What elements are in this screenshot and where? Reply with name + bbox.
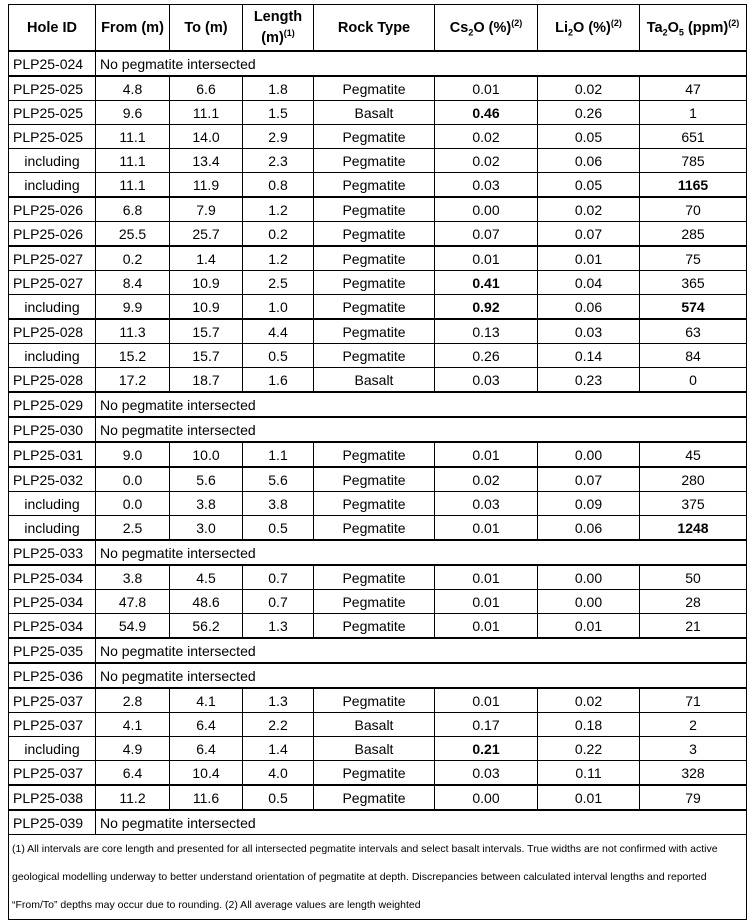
cs2o-cell: 0.01 [435,516,538,541]
rock-type-cell: Pegmatite [314,492,435,516]
hole-id-cell: PLP25-038 [9,785,96,810]
to-cell: 11.1 [170,101,243,125]
table-row [9,713,747,737]
cs2o-cell: 0.92 [435,295,538,320]
table-row [9,467,747,492]
to-cell: 10.0 [170,442,243,467]
cs2o-cell: 0.03 [435,761,538,786]
note-cell: No pegmatite intersected [96,392,747,417]
table-row [9,540,747,565]
hole-id-cell: PLP25-026 [9,222,96,247]
from-cell: 0.0 [96,492,170,516]
table-row [9,319,747,344]
rock-type-cell: Pegmatite [314,246,435,271]
li2o-cell: 0.05 [538,125,640,149]
cs2o-cell: 0.01 [435,614,538,639]
from-cell: 8.4 [96,271,170,295]
ta2o5-cell: 2 [640,713,747,737]
rock-type-cell: Basalt [314,713,435,737]
ta2o5-cell: 45 [640,442,747,467]
from-cell: 6.8 [96,197,170,222]
from-cell: 11.1 [96,149,170,173]
to-cell: 4.1 [170,688,243,713]
li2o-cell: 0.02 [538,76,640,101]
cs2o-cell: 0.01 [435,442,538,467]
rock-type-cell: Pegmatite [314,76,435,101]
from-cell: 4.1 [96,713,170,737]
hole-id-cell: PLP25-026 [9,197,96,222]
li2o-cell: 0.01 [538,246,640,271]
table-row [9,295,747,320]
cs2o-cell: 0.02 [435,125,538,149]
table-row [9,565,747,590]
note-cell: No pegmatite intersected [96,810,747,835]
hole-id-cell: PLP25-036 [9,663,96,688]
table-row [9,442,747,467]
to-cell: 10.4 [170,761,243,786]
length-cell: 2.5 [243,271,314,295]
hole-id-cell: including [9,492,96,516]
note-cell: No pegmatite intersected [96,638,747,663]
hole-id-cell: PLP25-035 [9,638,96,663]
rock-type-cell: Pegmatite [314,271,435,295]
cs2o-cell: 0.01 [435,688,538,713]
li2o-cell: 0.07 [538,467,640,492]
length-cell: 0.5 [243,785,314,810]
length-cell: 0.5 [243,344,314,368]
hole-id-cell: including [9,149,96,173]
length-cell: 0.8 [243,173,314,198]
cs2o-cell: 0.01 [435,565,538,590]
header-ta2o5: $Ta_2O_5$ (ppm)$^{(2)}$ [640,5,747,52]
to-cell: 11.6 [170,785,243,810]
to-cell: 18.7 [170,368,243,393]
rock-type-cell: Pegmatite [314,173,435,198]
cs2o-cell: 0.02 [435,467,538,492]
ta2o5-cell: 0 [640,368,747,393]
hole-id-cell: PLP25-037 [9,761,96,786]
rock-type-cell: Pegmatite [314,197,435,222]
footnote-row [9,835,747,920]
ta2o5-cell: 651 [640,125,747,149]
ta2o5-cell: 574 [640,295,747,320]
length-cell: 1.6 [243,368,314,393]
from-cell: 6.4 [96,761,170,786]
table-row [9,614,747,639]
to-cell: 48.6 [170,590,243,614]
cs2o-cell: 0.00 [435,785,538,810]
cs2o-cell: 0.21 [435,737,538,761]
table-row [9,101,747,125]
li2o-cell: 0.01 [538,785,640,810]
ta2o5-cell: 375 [640,492,747,516]
table-body [9,51,747,835]
li2o-cell: 0.09 [538,492,640,516]
hole-id-cell: including [9,737,96,761]
length-cell: 4.4 [243,319,314,344]
li2o-cell: 0.11 [538,761,640,786]
li2o-cell: 0.00 [538,442,640,467]
table-row [9,149,747,173]
li2o-cell: 0.18 [538,713,640,737]
cs2o-cell: 0.07 [435,222,538,247]
table-row [9,590,747,614]
table-row [9,392,747,417]
hole-id-cell: PLP25-028 [9,368,96,393]
from-cell: 11.3 [96,319,170,344]
header-to: To (m) [170,5,243,52]
from-cell: 9.0 [96,442,170,467]
rock-type-cell: Pegmatite [314,688,435,713]
li2o-cell: 0.03 [538,319,640,344]
length-cell: 0.7 [243,565,314,590]
table-header-row [9,5,747,52]
li2o-cell: 0.06 [538,149,640,173]
cs2o-cell: 0.13 [435,319,538,344]
cs2o-cell: 0.02 [435,149,538,173]
table-row [9,638,747,663]
hole-id-cell: PLP25-027 [9,271,96,295]
ta2o5-cell: 280 [640,467,747,492]
hole-id-cell: PLP25-034 [9,565,96,590]
table-row [9,246,747,271]
hole-id-cell: including [9,344,96,368]
hole-id-cell: PLP25-034 [9,590,96,614]
rock-type-cell: Pegmatite [314,149,435,173]
note-cell: No pegmatite intersected [96,417,747,442]
cs2o-cell: 0.03 [435,368,538,393]
length-cell: 1.0 [243,295,314,320]
hole-id-cell: PLP25-029 [9,392,96,417]
ta2o5-cell: 79 [640,785,747,810]
to-cell: 6.4 [170,713,243,737]
cs2o-cell: 0.46 [435,101,538,125]
table-row [9,785,747,810]
rock-type-cell: Pegmatite [314,516,435,541]
cs2o-cell: 0.01 [435,76,538,101]
ta2o5-cell: 21 [640,614,747,639]
footnote: (1) All intervals are core length and presented for all intersected pegmatite intervals and select basalt intervals. True widths are not confirmed with active geological modelling underway to better understand orientation of pegmatite at depth. Discrepancies between calculated interval lengths and reported “From/To” depths may occur due to rounding. (2) All average values are length weighted [9,835,747,920]
hole-id-cell: PLP25-032 [9,467,96,492]
length-cell: 4.0 [243,761,314,786]
length-cell: 2.9 [243,125,314,149]
ta2o5-cell: 75 [640,246,747,271]
rock-type-cell: Basalt [314,737,435,761]
header-from: From (m) [96,5,170,52]
to-cell: 56.2 [170,614,243,639]
from-cell: 3.8 [96,565,170,590]
ta2o5-cell: 1 [640,101,747,125]
from-cell: 4.8 [96,76,170,101]
note-cell: No pegmatite intersected [96,51,747,76]
from-cell: 54.9 [96,614,170,639]
rock-type-cell: Pegmatite [314,565,435,590]
length-cell: 0.5 [243,516,314,541]
table-row [9,76,747,101]
li2o-cell: 0.01 [538,614,640,639]
from-cell: 2.8 [96,688,170,713]
ta2o5-cell: 785 [640,149,747,173]
hole-id-cell: PLP25-037 [9,688,96,713]
hole-id-cell: PLP25-030 [9,417,96,442]
table-row [9,737,747,761]
hole-id-cell: PLP25-031 [9,442,96,467]
rock-type-cell: Pegmatite [314,125,435,149]
table-row [9,761,747,786]
hole-id-cell: PLP25-025 [9,101,96,125]
cs2o-cell: 0.01 [435,246,538,271]
length-cell: 1.8 [243,76,314,101]
ta2o5-cell: 50 [640,565,747,590]
from-cell: 25.5 [96,222,170,247]
rock-type-cell: Pegmatite [314,319,435,344]
header-rock-type: Rock Type [314,5,435,52]
li2o-cell: 0.00 [538,590,640,614]
to-cell: 6.6 [170,76,243,101]
to-cell: 15.7 [170,344,243,368]
rock-type-cell: Basalt [314,368,435,393]
from-cell: 11.1 [96,125,170,149]
from-cell: 11.1 [96,173,170,198]
to-cell: 1.4 [170,246,243,271]
from-cell: 11.2 [96,785,170,810]
hole-id-cell: PLP25-034 [9,614,96,639]
table-row [9,271,747,295]
li2o-cell: 0.23 [538,368,640,393]
cs2o-cell: 0.00 [435,197,538,222]
hole-id-cell: PLP25-039 [9,810,96,835]
hole-id-cell: PLP25-033 [9,540,96,565]
from-cell: 15.2 [96,344,170,368]
ta2o5-cell: 328 [640,761,747,786]
table-row [9,417,747,442]
table-row [9,688,747,713]
length-cell: 1.2 [243,246,314,271]
rock-type-cell: Pegmatite [314,761,435,786]
header-length: Length $(m)^{(1)}$ [243,5,314,52]
table-row [9,516,747,541]
li2o-cell: 0.06 [538,295,640,320]
note-cell: No pegmatite intersected [96,540,747,565]
ta2o5-cell: 71 [640,688,747,713]
cs2o-cell: 0.03 [435,173,538,198]
ta2o5-cell: 285 [640,222,747,247]
length-cell: 0.2 [243,222,314,247]
rock-type-cell: Pegmatite [314,785,435,810]
li2o-cell: 0.02 [538,688,640,713]
table-row [9,368,747,393]
header-hole-id: Hole ID [9,5,96,52]
rock-type-cell: Pegmatite [314,295,435,320]
li2o-cell: 0.02 [538,197,640,222]
length-cell: 2.3 [243,149,314,173]
li2o-cell: 0.07 [538,222,640,247]
ta2o5-cell: 70 [640,197,747,222]
to-cell: 10.9 [170,271,243,295]
rock-type-cell: Pegmatite [314,614,435,639]
ta2o5-cell: 47 [640,76,747,101]
ta2o5-cell: 63 [640,319,747,344]
li2o-cell: 0.22 [538,737,640,761]
length-cell: 2.2 [243,713,314,737]
to-cell: 13.4 [170,149,243,173]
assay-results-table-container [8,4,746,920]
length-cell: 3.8 [243,492,314,516]
from-cell: 47.8 [96,590,170,614]
from-cell: 9.9 [96,295,170,320]
header-li2o: $Li_2O$ (%)$^{(2)}$ [538,5,640,52]
from-cell: 0.0 [96,467,170,492]
rock-type-cell: Basalt [314,101,435,125]
hole-id-cell: PLP25-025 [9,76,96,101]
header-cs2o: $Cs_2O$ (%)$^{(2)}$ [435,5,538,52]
table-row [9,344,747,368]
cs2o-cell: 0.01 [435,590,538,614]
hole-id-cell: PLP25-027 [9,246,96,271]
from-cell: 9.6 [96,101,170,125]
to-cell: 14.0 [170,125,243,149]
from-cell: 2.5 [96,516,170,541]
hole-id-cell: including [9,516,96,541]
rock-type-cell: Pegmatite [314,590,435,614]
table-row [9,663,747,688]
to-cell: 3.8 [170,492,243,516]
rock-type-cell: Pegmatite [314,344,435,368]
hole-id-cell: including [9,173,96,198]
to-cell: 11.9 [170,173,243,198]
ta2o5-cell: 28 [640,590,747,614]
length-cell: 1.2 [243,197,314,222]
cs2o-cell: 0.26 [435,344,538,368]
ta2o5-cell: 1248 [640,516,747,541]
rock-type-cell: Pegmatite [314,222,435,247]
rock-type-cell: Pegmatite [314,467,435,492]
to-cell: 4.5 [170,565,243,590]
from-cell: 4.9 [96,737,170,761]
li2o-cell: 0.06 [538,516,640,541]
to-cell: 6.4 [170,737,243,761]
length-cell: 1.1 [243,442,314,467]
table-row [9,810,747,835]
length-cell: 1.3 [243,614,314,639]
to-cell: 5.6 [170,467,243,492]
table-row [9,173,747,198]
length-cell: 1.4 [243,737,314,761]
li2o-cell: 0.00 [538,565,640,590]
table-row [9,222,747,247]
from-cell: 0.2 [96,246,170,271]
to-cell: 10.9 [170,295,243,320]
note-cell: No pegmatite intersected [96,663,747,688]
to-cell: 15.7 [170,319,243,344]
hole-id-cell: PLP25-037 [9,713,96,737]
ta2o5-cell: 84 [640,344,747,368]
li2o-cell: 0.26 [538,101,640,125]
to-cell: 25.7 [170,222,243,247]
hole-id-cell: PLP25-028 [9,319,96,344]
ta2o5-cell: 365 [640,271,747,295]
table-row [9,125,747,149]
table-row [9,51,747,76]
cs2o-cell: 0.17 [435,713,538,737]
length-cell: 1.3 [243,688,314,713]
hole-id-cell: including [9,295,96,320]
to-cell: 7.9 [170,197,243,222]
li2o-cell: 0.14 [538,344,640,368]
length-cell: 0.7 [243,590,314,614]
length-cell: 1.5 [243,101,314,125]
ta2o5-cell: 1165 [640,173,747,198]
assay-results-table [8,4,747,920]
cs2o-cell: 0.41 [435,271,538,295]
ta2o5-cell: 3 [640,737,747,761]
hole-id-cell: PLP25-025 [9,125,96,149]
cs2o-cell: 0.03 [435,492,538,516]
table-row [9,492,747,516]
li2o-cell: 0.05 [538,173,640,198]
to-cell: 3.0 [170,516,243,541]
length-cell: 5.6 [243,467,314,492]
hole-id-cell: PLP25-024 [9,51,96,76]
table-row [9,197,747,222]
from-cell: 17.2 [96,368,170,393]
rock-type-cell: Pegmatite [314,442,435,467]
li2o-cell: 0.04 [538,271,640,295]
